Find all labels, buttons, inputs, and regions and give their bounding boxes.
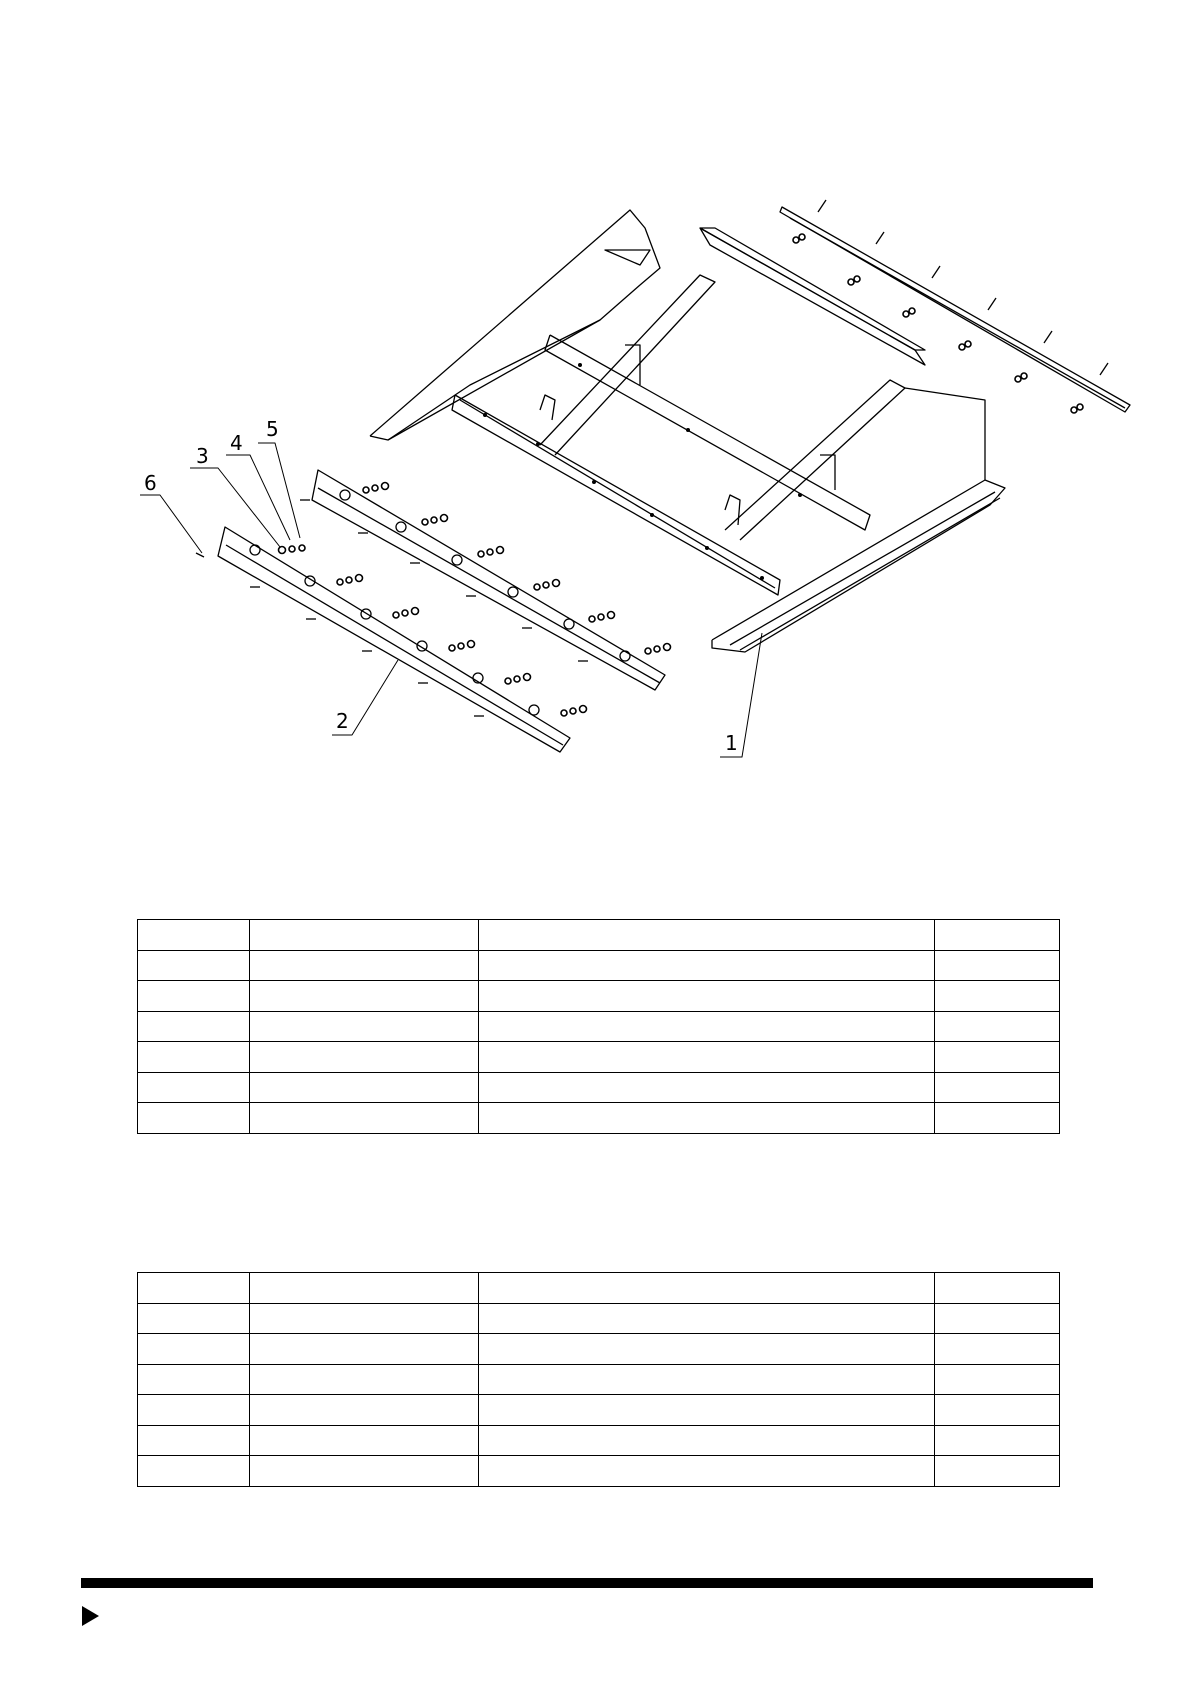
table-cell [250, 1395, 479, 1426]
table-cell [479, 1456, 935, 1487]
table-cell [250, 1334, 479, 1365]
callout-5: 5 [266, 417, 279, 441]
table-cell [138, 1103, 250, 1134]
triangle-right-icon [82, 1606, 99, 1626]
table-row [138, 1011, 1060, 1042]
table-cell [138, 1334, 250, 1365]
table-row [138, 920, 1060, 951]
callout-2: 2 [336, 709, 349, 733]
table-cell [479, 1334, 935, 1365]
callout-1: 1 [725, 731, 738, 755]
footer-rule [81, 1578, 1093, 1588]
table-cell [935, 1273, 1060, 1304]
table-cell [479, 950, 935, 981]
table-cell [138, 920, 250, 951]
table-cell [479, 1364, 935, 1395]
table-cell [935, 1395, 1060, 1426]
table-cell [138, 1042, 250, 1073]
exploded-parts-drawing [0, 0, 1191, 820]
table-cell [935, 1103, 1060, 1134]
table-cell [250, 1303, 479, 1334]
table-cell [138, 1456, 250, 1487]
table-cell [479, 1011, 935, 1042]
table-row [138, 1103, 1060, 1134]
cutting-edge-rear [312, 470, 665, 690]
table-cell [479, 1072, 935, 1103]
table-row [138, 1072, 1060, 1103]
table-cell [935, 1364, 1060, 1395]
table-cell [138, 1395, 250, 1426]
table-cell [250, 1103, 479, 1134]
table-cell [250, 1072, 479, 1103]
table-cell [935, 981, 1060, 1012]
table-cell [935, 920, 1060, 951]
table-cell [250, 1456, 479, 1487]
table-cell [250, 1273, 479, 1304]
table-cell [250, 950, 479, 981]
table-cell [935, 1303, 1060, 1334]
table-row [138, 1364, 1060, 1395]
parts-table-1 [137, 919, 1060, 1134]
table-cell [138, 950, 250, 981]
table-cell [479, 981, 935, 1012]
parts-table-2 [137, 1272, 1060, 1487]
table-cell [935, 1042, 1060, 1073]
table-cell [935, 950, 1060, 981]
table-cell [479, 1042, 935, 1073]
table-row [138, 1425, 1060, 1456]
table-cell [138, 1303, 250, 1334]
callout-6: 6 [144, 471, 157, 495]
bolts [196, 200, 1108, 716]
table-cell [138, 1072, 250, 1103]
table-cell [479, 1425, 935, 1456]
table-cell [479, 1395, 935, 1426]
main-frame [370, 210, 1005, 652]
table-cell [138, 1425, 250, 1456]
table-cell [138, 1273, 250, 1304]
table-row [138, 981, 1060, 1012]
cutting-edge-front [218, 527, 570, 752]
table-row [138, 1042, 1060, 1073]
table-cell [250, 981, 479, 1012]
table-cell [250, 1364, 479, 1395]
table-cell [479, 1103, 935, 1134]
table-cell [935, 1456, 1060, 1487]
table-row [138, 1273, 1060, 1304]
table-row [138, 1395, 1060, 1426]
table-cell [479, 920, 935, 951]
rear-cutting-edge [780, 207, 1130, 412]
table-row [138, 950, 1060, 981]
table-cell [479, 1273, 935, 1304]
table-cell [935, 1011, 1060, 1042]
table-cell [935, 1072, 1060, 1103]
table-cell [250, 1011, 479, 1042]
leader-lines [140, 443, 762, 757]
nuts-and-washers [279, 234, 1084, 716]
table-cell [138, 1364, 250, 1395]
table-cell [138, 1011, 250, 1042]
edge-holes [250, 490, 630, 715]
table-cell [138, 981, 250, 1012]
callout-4: 4 [230, 431, 243, 455]
table-cell [935, 1334, 1060, 1365]
table-cell [250, 1425, 479, 1456]
table-cell [935, 1425, 1060, 1456]
table-cell [250, 1042, 479, 1073]
table-row [138, 1303, 1060, 1334]
table-cell [479, 1303, 935, 1334]
callout-3: 3 [196, 444, 209, 468]
table-row [138, 1456, 1060, 1487]
table-cell [250, 920, 479, 951]
table-row [138, 1334, 1060, 1365]
